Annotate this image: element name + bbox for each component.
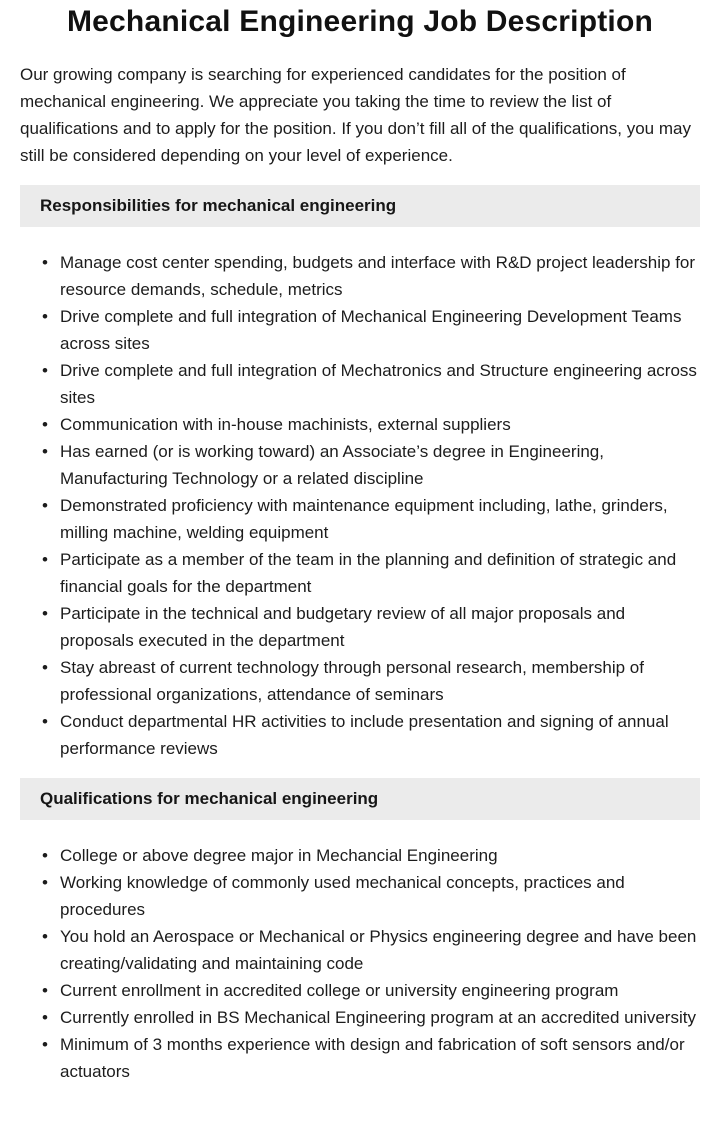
- page-title: Mechanical Engineering Job Description: [66, 5, 654, 38]
- list-item: • Participate in the technical and budgetary review of all major proposals and proposals executed in the department: [20, 600, 700, 654]
- list-item: • Has earned (or is working toward) an Associate’s degree in Engineering, Manufacturing Technology or a related discipline: [20, 438, 700, 492]
- list-item: • Conduct departmental HR activities to include presentation and signing of annual performance reviews: [20, 708, 700, 762]
- section-heading-qualifications: Qualifications for mechanical engineering: [40, 789, 379, 808]
- list-item: • Demonstrated proficiency with maintenance equipment including, lathe, grinders, milling machine, welding equipment: [20, 492, 700, 546]
- list-item: • Manage cost center spending, budgets and interface with R&D project leadership for resource demands, schedule, metrics: [20, 249, 700, 303]
- list-item: • Current enrollment in accredited college or university engineering program: [20, 977, 700, 1004]
- section-heading-responsibilities: Responsibilities for mechanical engineering: [40, 196, 397, 215]
- list-item: • Working knowledge of commonly used mechanical concepts, practices and procedures: [20, 869, 700, 923]
- list-item: • Communication with in-house machinists, external suppliers: [20, 411, 700, 438]
- qualifications-list: [20, 842, 700, 1085]
- list-item: • College or above degree major in Mechancial Engineering: [20, 842, 700, 869]
- responsibilities-list: [20, 249, 700, 762]
- list-item: • Drive complete and full integration of Mechanical Engineering Development Teams across sites: [20, 303, 700, 357]
- list-item: • You hold an Aerospace or Mechanical or Physics engineering degree and have been creating/validating and maintaining code: [20, 923, 700, 977]
- intro-paragraph: Our growing company is searching for experienced candidates for the position of mechanical engineering. We appreciate you taking the time to review the list of qualifications and to apply for the position. If you don’t fill all of the qualifications, you may still be considered depending on your level of experience.: [20, 65, 691, 165]
- list-item: • Stay abreast of current technology through personal research, membership of professional organizations, attendance of seminars: [20, 654, 700, 708]
- list-item: • Drive complete and full integration of Mechatronics and Structure engineering across sites: [20, 357, 700, 411]
- section-header-qualifications: [20, 778, 700, 820]
- list-item: • Participate as a member of the team in the planning and definition of strategic and financial goals for the department: [20, 546, 700, 600]
- list-item: • Minimum of 3 months experience with design and fabrication of soft sensors and/or actuators: [20, 1031, 700, 1085]
- list-item: • Currently enrolled in BS Mechanical Engineering program at an accredited university: [20, 1004, 700, 1031]
- section-header-responsibilities: [20, 185, 700, 227]
